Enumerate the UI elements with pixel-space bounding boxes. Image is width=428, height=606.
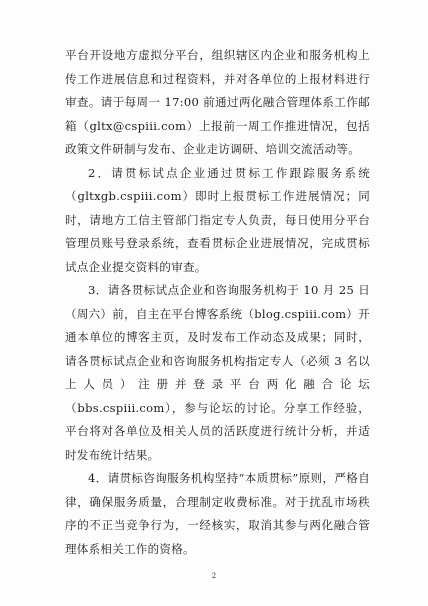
paragraph-continuation: 平台开设地方虚拟分平台，组织辖区内企业和服务机构上传工作进展信息和过程资料，并对各单位的上报材料进行审查。请于每周一 17:00 前通过两化融合管理体系工作邮箱（gltx@cspiii.com）上报前一周工作推进情况，包括政策文件研制与发布、企业走访调研、培训交流活动等。: [65, 48, 370, 156]
document-body: [65, 44, 370, 561]
paragraph-item-4: 4．请贯标咨询服务机构坚持“本质贯标”原则，严格自律，确保服务质量，合理制定收费标准。对于扰乱市场秩序的不正当竞争行为，一经核实，取消其参与两化融合管理体系相关工作的资格。: [65, 471, 370, 556]
paragraph-item-3: 3．请各贯标试点企业和咨询服务机构于 10 月 25 日（周六）前，自主在平台博客系统（blog.cspiii.com）开通本单位的博客主页，及时发布工作动态及成果；同时，请各贯标试点企业和咨询服务机构指定专人（必须 3 名以上人员）注册并登录平台两化融合论坛（bbs.cspiii.com），参与论坛的讨论。分享工作经验，平台将对各单位及相关人员的活跃度进行统计分析，并适时发布统计结果。: [65, 283, 370, 462]
paragraph-item-2: 2．请贯标试点企业通过贯标工作跟踪服务系统（gltxgb.cspiii.com）即时上报贯标工作进展情况；同时，请地方工信主管部门指定专人负责，每日使用分平台管理员账号登录系统，查看贯标企业进展情况，完成贯标试点企业提交资料的审查。: [65, 165, 370, 274]
page-number: 2: [211, 572, 217, 580]
